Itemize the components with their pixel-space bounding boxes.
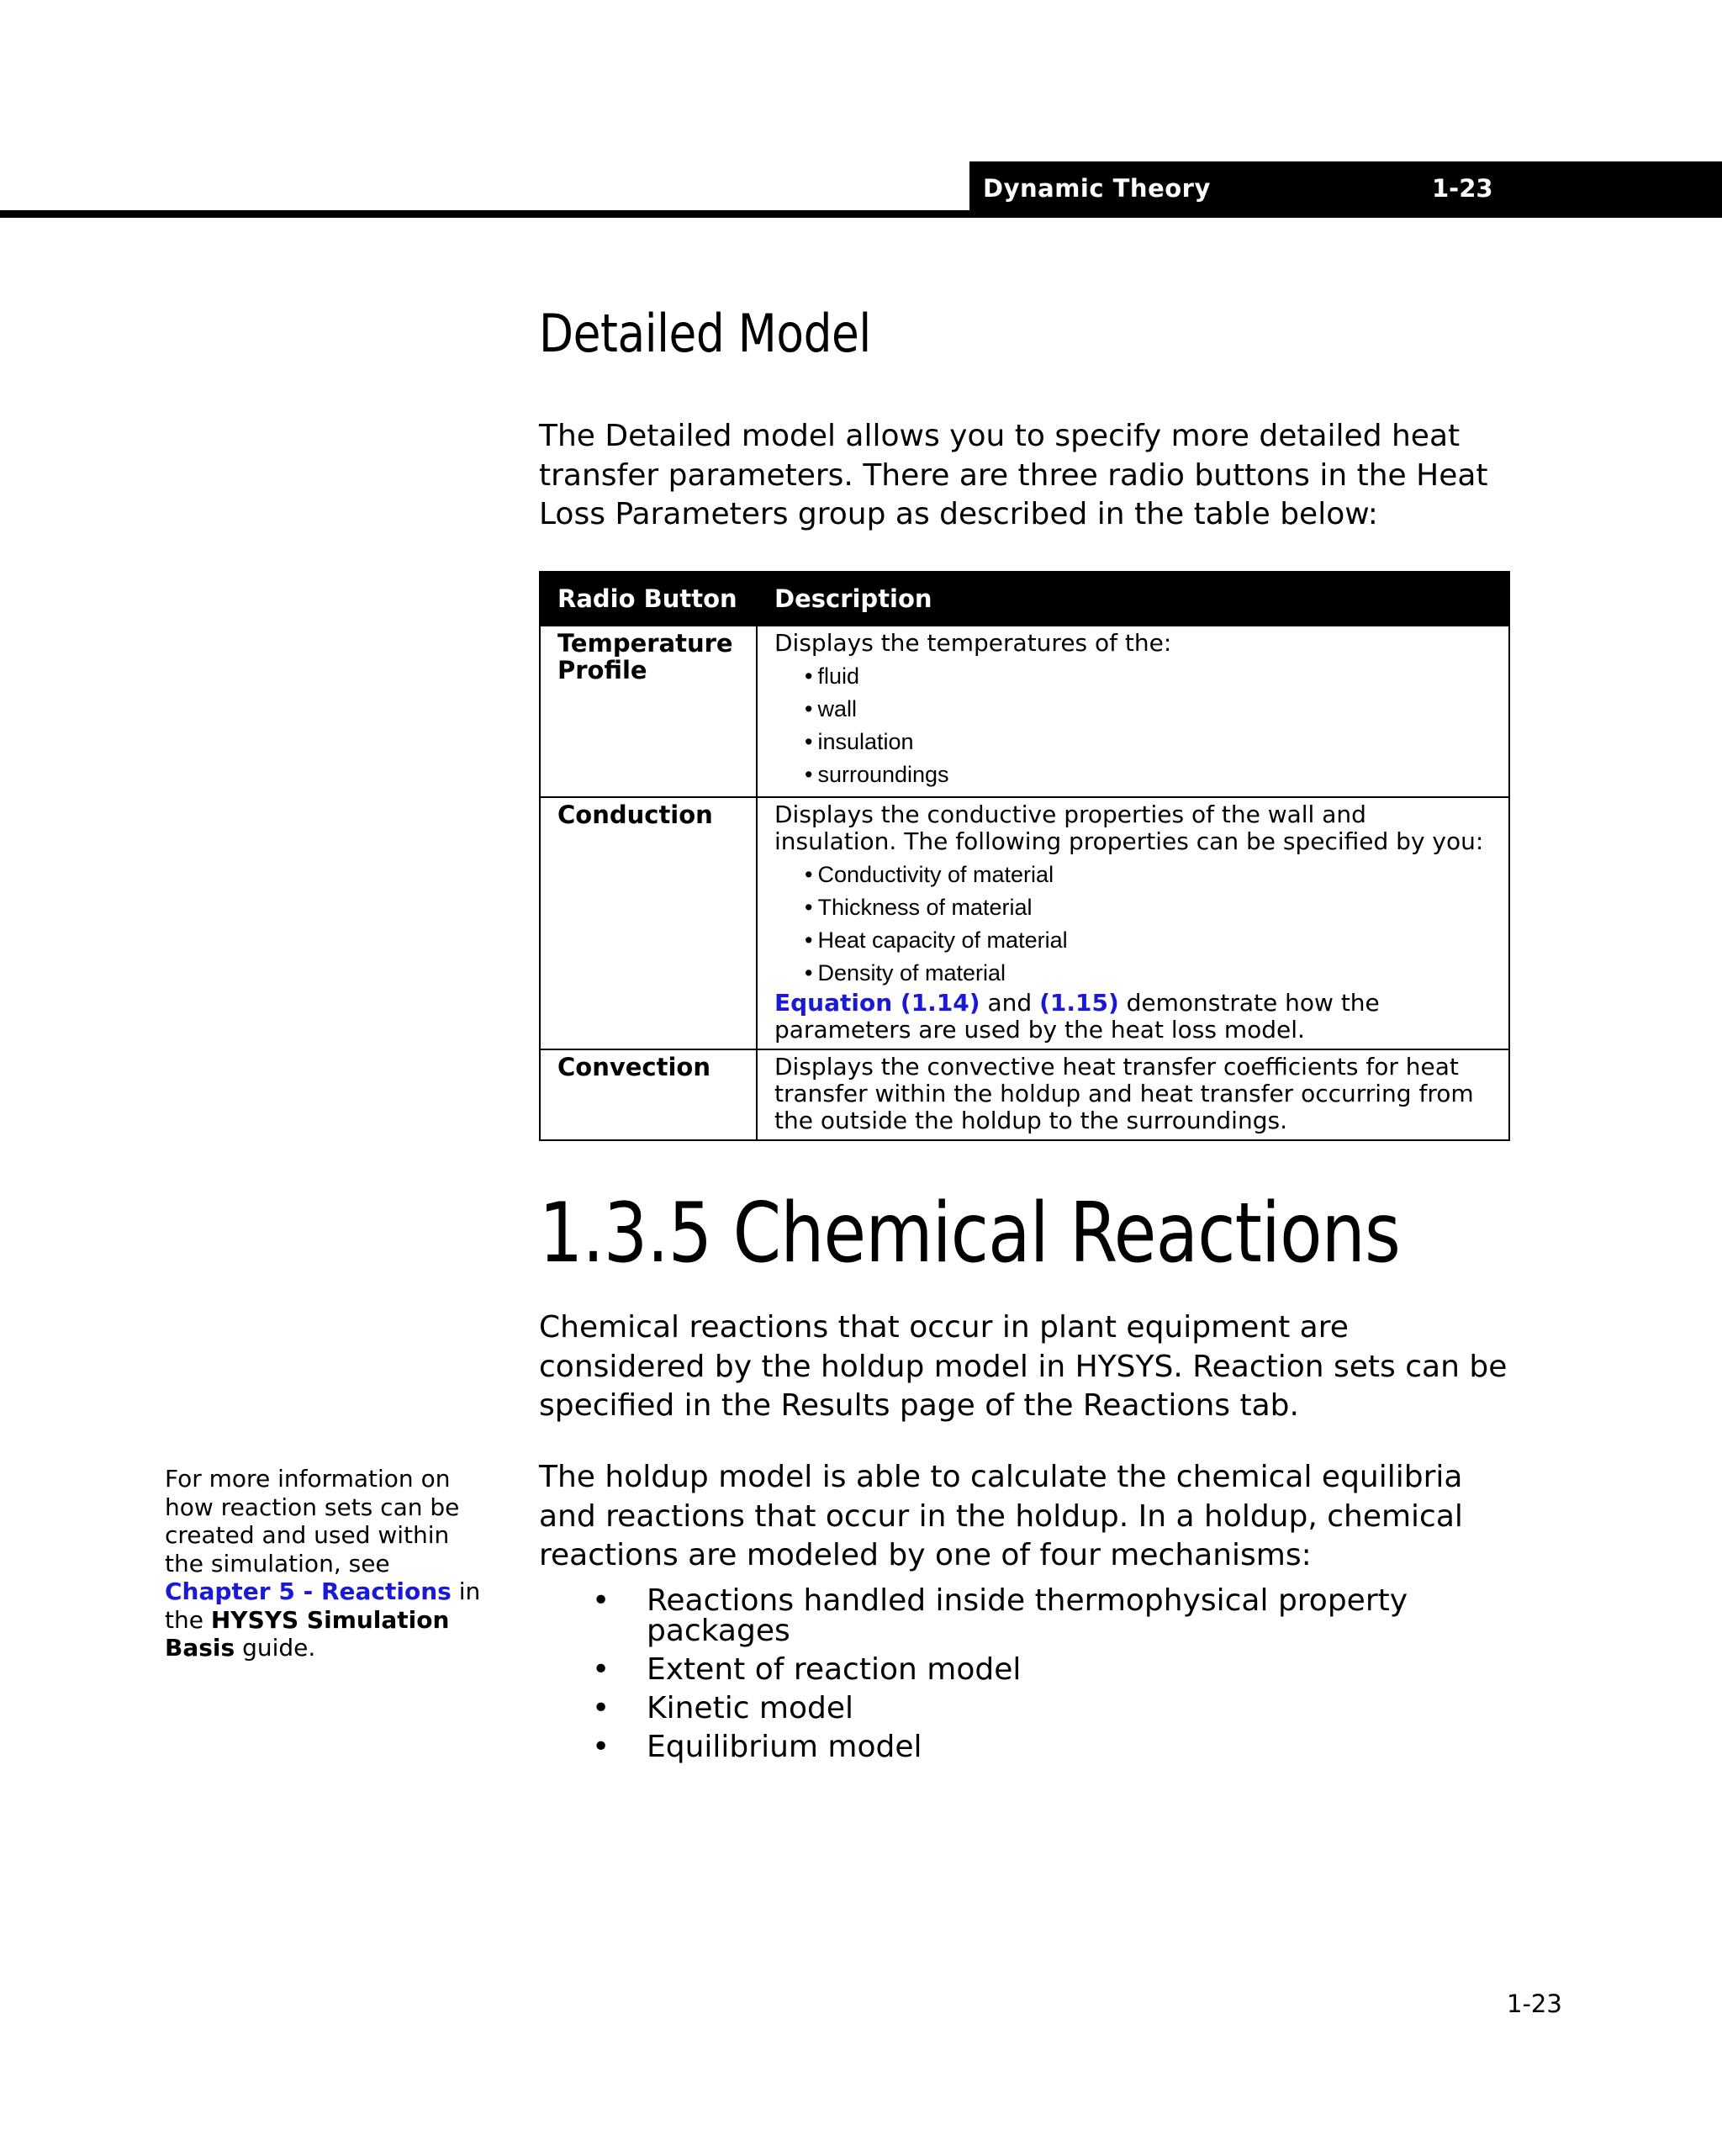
table-header-row (540, 572, 1509, 626)
equation-rest-text: demonstrate how the parameters are used by the heat loss model. (774, 989, 1380, 1044)
bullet-icon: • (592, 1730, 610, 1764)
chapter-5-reactions-link[interactable]: Chapter 5 - Reactions (165, 1577, 452, 1605)
table-cell-name: Convection (540, 1049, 757, 1140)
radio-button-table (539, 571, 1510, 1141)
chemical-reactions-para-1: Chemical reactions that occur in plant equipment are considered by the holdup model in HYSYS. Reaction sets can be specified in the Results page of the Reactions tab. (539, 1310, 1508, 1423)
chemical-reactions-para-2: The holdup model is able to calculate the chemical equilibria and reactions that occur in the holdup. In a holdup, chemical reactions are modeled by one of four mechanisms: (539, 1460, 1463, 1572)
margin-note-text: guide. (242, 1634, 316, 1662)
list-item (539, 1732, 1514, 1762)
list-item: • insulation (805, 726, 1492, 758)
detailed-model-intro: The Detailed model allows you to specify more detailed heat transfer parameters. There are three radio buttons in the Heat Loss Parameters group as described in the table below: (539, 419, 1488, 531)
table-cell-description (757, 1049, 1509, 1140)
mechanism-text: Equilibrium model (647, 1730, 922, 1764)
table-row (540, 1049, 1509, 1140)
header-section-title: Dynamic Theory (983, 174, 1211, 203)
table-cell-description (757, 797, 1509, 1049)
detailed-model-heading: Detailed Model (539, 303, 871, 364)
equation-reference-text (774, 990, 1492, 1044)
list-item: • Heat capacity of material (805, 924, 1492, 957)
margin-note-text: in the (165, 1577, 481, 1634)
bullet-list (774, 859, 1492, 990)
footer-page-number: 1-23 (1507, 1990, 1562, 2018)
table-cell-description (757, 626, 1509, 797)
list-item (539, 1652, 1514, 1687)
table-row (540, 626, 1509, 797)
table-row (540, 797, 1509, 1049)
guide-title: HYSYS Simulation Basis (165, 1605, 450, 1662)
list-item: • surroundings (805, 758, 1492, 791)
margin-note (165, 1465, 484, 1662)
mechanism-list (539, 1583, 1514, 1771)
bullet-icon: • (592, 1583, 610, 1618)
margin-note-text: For more information on how reaction sets can be created and used within the simulation, see (165, 1465, 460, 1577)
equation-1-15-link[interactable]: (1.15) (1039, 989, 1119, 1017)
equation-1-14-link[interactable]: Equation (1.14) (774, 989, 980, 1017)
list-item: • fluid (805, 660, 1492, 693)
list-item: • wall (805, 693, 1492, 726)
mechanism-text: Kinetic model (647, 1691, 854, 1725)
table-cell-name: Temperature Profile (540, 626, 757, 797)
description-text: Displays the conductive properties of the wall and insulation. The following properties can be specified by you: (774, 801, 1484, 855)
running-header (969, 161, 1722, 218)
mechanism-text: Reactions handled inside thermophysical property packages (647, 1583, 1408, 1648)
equation-and-text: and (980, 989, 1040, 1017)
description-text: Displays the convective heat transfer coefficients for heat transfer within the holdup and heat transfer occurring from the outside the holdup to the surroundings. (774, 1053, 1474, 1134)
mechanism-text: Extent of reaction model (647, 1652, 1022, 1687)
table-cell-name: Conduction (540, 797, 757, 1049)
header-page-number: 1-23 (1432, 174, 1493, 203)
list-item: • Density of material (805, 957, 1492, 990)
list-item: • Conductivity of material (805, 859, 1492, 891)
bullet-list (774, 660, 1492, 791)
table-header-radio-button: Radio Button (540, 572, 757, 626)
list-item: • Thickness of material (805, 891, 1492, 924)
bullet-icon: • (592, 1691, 610, 1725)
description-text: Displays the temperatures of the: (774, 629, 1172, 657)
list-item (539, 1691, 1514, 1725)
list-item (539, 1583, 1514, 1648)
table-header-description: Description (757, 572, 1509, 626)
bullet-icon: • (592, 1652, 610, 1687)
chemical-reactions-heading: 1.3.5 Chemical Reactions (539, 1186, 1400, 1281)
